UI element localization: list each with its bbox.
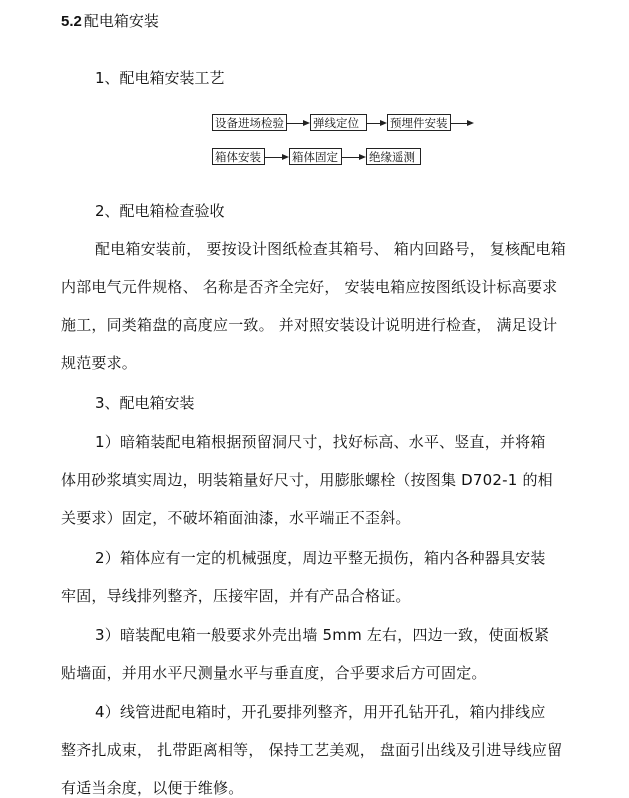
section-number: 5.2 <box>61 13 82 30</box>
paragraph-line: 规范要求。 <box>61 354 138 372</box>
paragraph-line: 整齐扎成束， 扎带距离相等， 保持工艺美观， 盘面引出线及引进导线应留 <box>61 741 563 759</box>
flow-arrow-1 <box>287 123 304 124</box>
flow-arrow-4 <box>265 157 283 158</box>
arrow-head-icon <box>467 120 474 126</box>
paragraph-line: 1）暗箱装配电箱根据预留洞尺寸，找好标高、水平、竖直，并将箱 <box>95 433 546 451</box>
paragraph-line: 4）线管进配电箱时，开孔要排列整齐，用开孔钻开孔，箱内排线应 <box>95 703 546 721</box>
paragraph-line: 关要求）固定，不破坏箱面油漆，水平端正不歪斜。 <box>61 509 411 527</box>
flow-arrow-5 <box>342 157 360 158</box>
flow-arrow-3 <box>451 123 468 124</box>
section-title <box>61 10 159 31</box>
flow-step-1: 设备进场检验 <box>212 114 287 131</box>
paragraph-line: 贴墙面，并用水平尺测量水平与垂直度，合乎要求后方可固定。 <box>61 664 487 682</box>
flow-step-4: 箱体安装 <box>212 148 265 165</box>
paragraph-line: 内部电气元件规格、 名称是否齐全完好， 安装电箱应按图纸设计标高要求 <box>61 278 558 296</box>
paragraph-line: 配电箱安装前， 要按设计图纸检查其箱号、 箱内回路号， 复核配电箱 <box>95 240 566 258</box>
paragraph-line: 施工，同类箱盘的高度应一致。 并对照安装设计说明进行检查， 满足设计 <box>61 316 558 334</box>
subsection-heading-3: 3、配电箱安装 <box>95 394 195 412</box>
subsection-heading-2: 2、配电箱检查验收 <box>95 202 225 220</box>
section-title-text: 配电箱安装 <box>83 12 159 30</box>
flow-step-2: 弹线定位 <box>310 114 367 131</box>
flow-step-6: 绝缘遥测 <box>366 148 421 165</box>
paragraph-line: 3）暗装配电箱一般要求外壳出墙 5mm 左右，四边一致，使面板紧 <box>95 626 550 644</box>
paragraph-line: 牢固，导线排列整齐，压接牢固，并有产品合格证。 <box>61 587 411 605</box>
paragraph-line: 2）箱体应有一定的机械强度，周边平整无损伤，箱内各种器具安装 <box>95 549 546 567</box>
arrow-head-icon <box>303 120 310 126</box>
flow-step-5: 箱体固定 <box>289 148 342 165</box>
arrow-head-icon <box>380 120 387 126</box>
arrow-head-icon <box>359 154 366 160</box>
subsection-heading-1: 1、配电箱安装工艺 <box>95 69 225 87</box>
flow-step-3: 预埋件安装 <box>387 114 451 131</box>
paragraph-line: 有适当余度，以便于维修。 <box>61 779 244 797</box>
paragraph-line: 体用砂浆填实周边，明装箱量好尺寸，用膨胀螺栓（按图集 D702-1 的相 <box>61 471 553 489</box>
arrow-head-icon <box>282 154 289 160</box>
flow-arrow-2 <box>367 123 381 124</box>
